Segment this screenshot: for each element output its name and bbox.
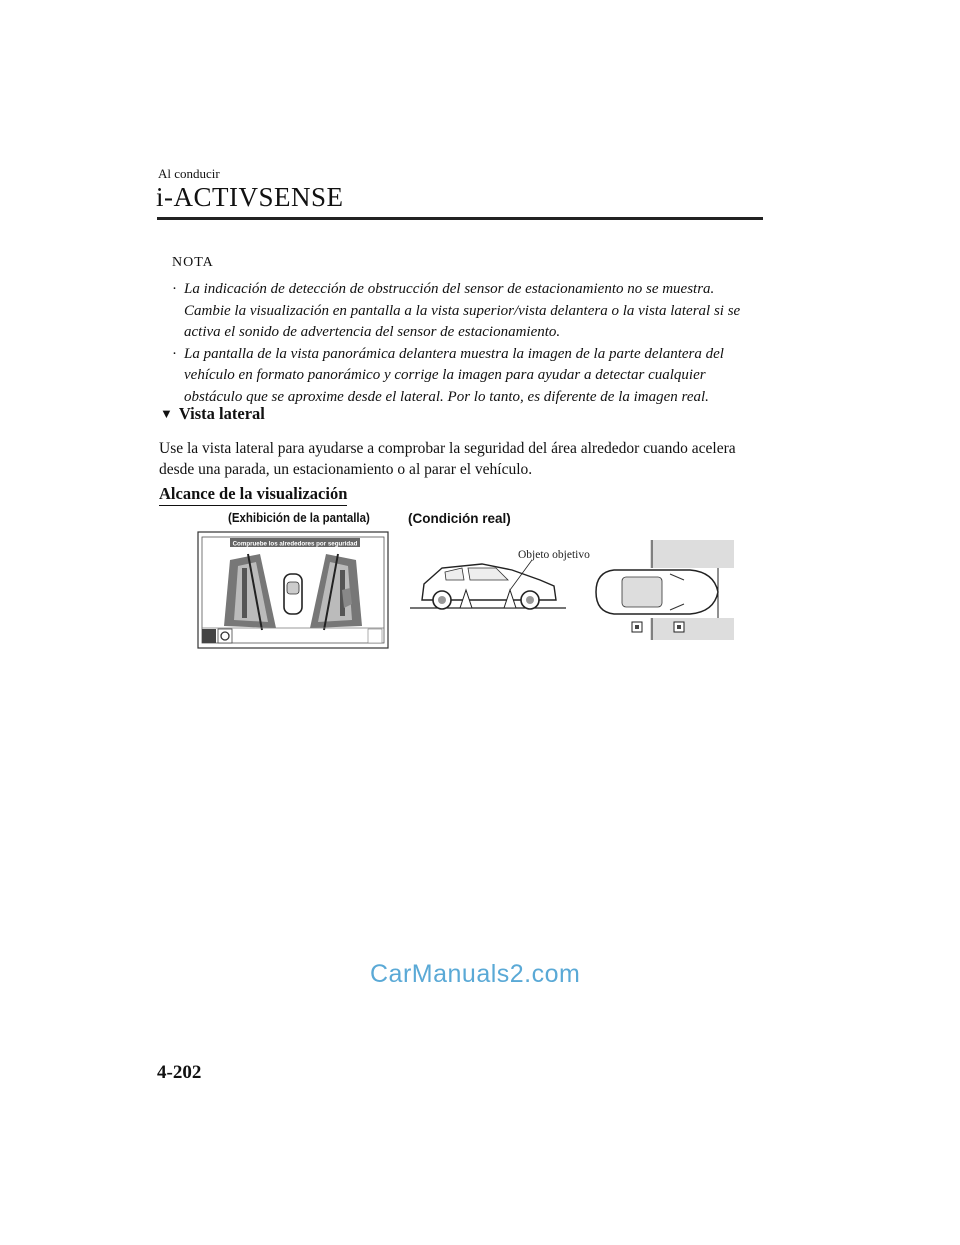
- watermark: CarManuals2.com: [370, 960, 581, 988]
- bullet-icon: ·: [172, 345, 177, 362]
- caption-screen: (Exhibición de la pantalla): [228, 511, 370, 525]
- note-item-text: La indicación de detección de obstrucción del sensor de estacionamiento no se muestra. Cambie la visualización en pantalla a la vista superior/vista delantera o la vista lateral si se activa el sonido de advertencia del sensor de estacionamiento.: [184, 281, 741, 340]
- bullet-icon: ·: [172, 281, 177, 297]
- header-rule: [157, 217, 763, 220]
- body-paragraph: Use la vista lateral para ayudarse a comprobar la seguridad del área alrededor cuando acelera desde una parada, un estacionamiento o al parar el vehículo.: [159, 440, 736, 478]
- side-view-figure: [190, 528, 750, 654]
- triangle-down-icon: ▼: [160, 406, 173, 421]
- car-side-illustration: [410, 549, 590, 609]
- screen-banner: Compruebe los alrededores por seguridad: [232, 540, 358, 548]
- screen-display-illustration: [198, 532, 388, 648]
- chapter-label: Al conducir: [158, 166, 220, 181]
- scope-heading: Alcance de la visualización: [159, 484, 347, 506]
- target-object-label: Objeto objetivo: [518, 549, 590, 561]
- note-item-text: La pantalla de la vista panorámica delantera muestra la imagen de la parte delantera del vehículo en formato panorámico y corrige la imagen para ayudar a detectar cualquier obstáculo que se aproxime desde el lateral. Por lo tanto, es diferente de la imagen real.: [184, 345, 724, 405]
- subsection-heading: [160, 404, 265, 424]
- page-number: 4-202: [157, 1062, 202, 1083]
- note-label: NOTA: [172, 255, 214, 270]
- note-list: [172, 279, 764, 408]
- note-item: [172, 344, 764, 409]
- caption-real: (Condición real): [408, 511, 511, 526]
- subsection-heading-text: Vista lateral: [178, 404, 265, 423]
- car-top-illustration: [596, 540, 734, 640]
- note-item: [172, 279, 764, 344]
- section-title: i-ACTIVSENSE: [156, 182, 344, 212]
